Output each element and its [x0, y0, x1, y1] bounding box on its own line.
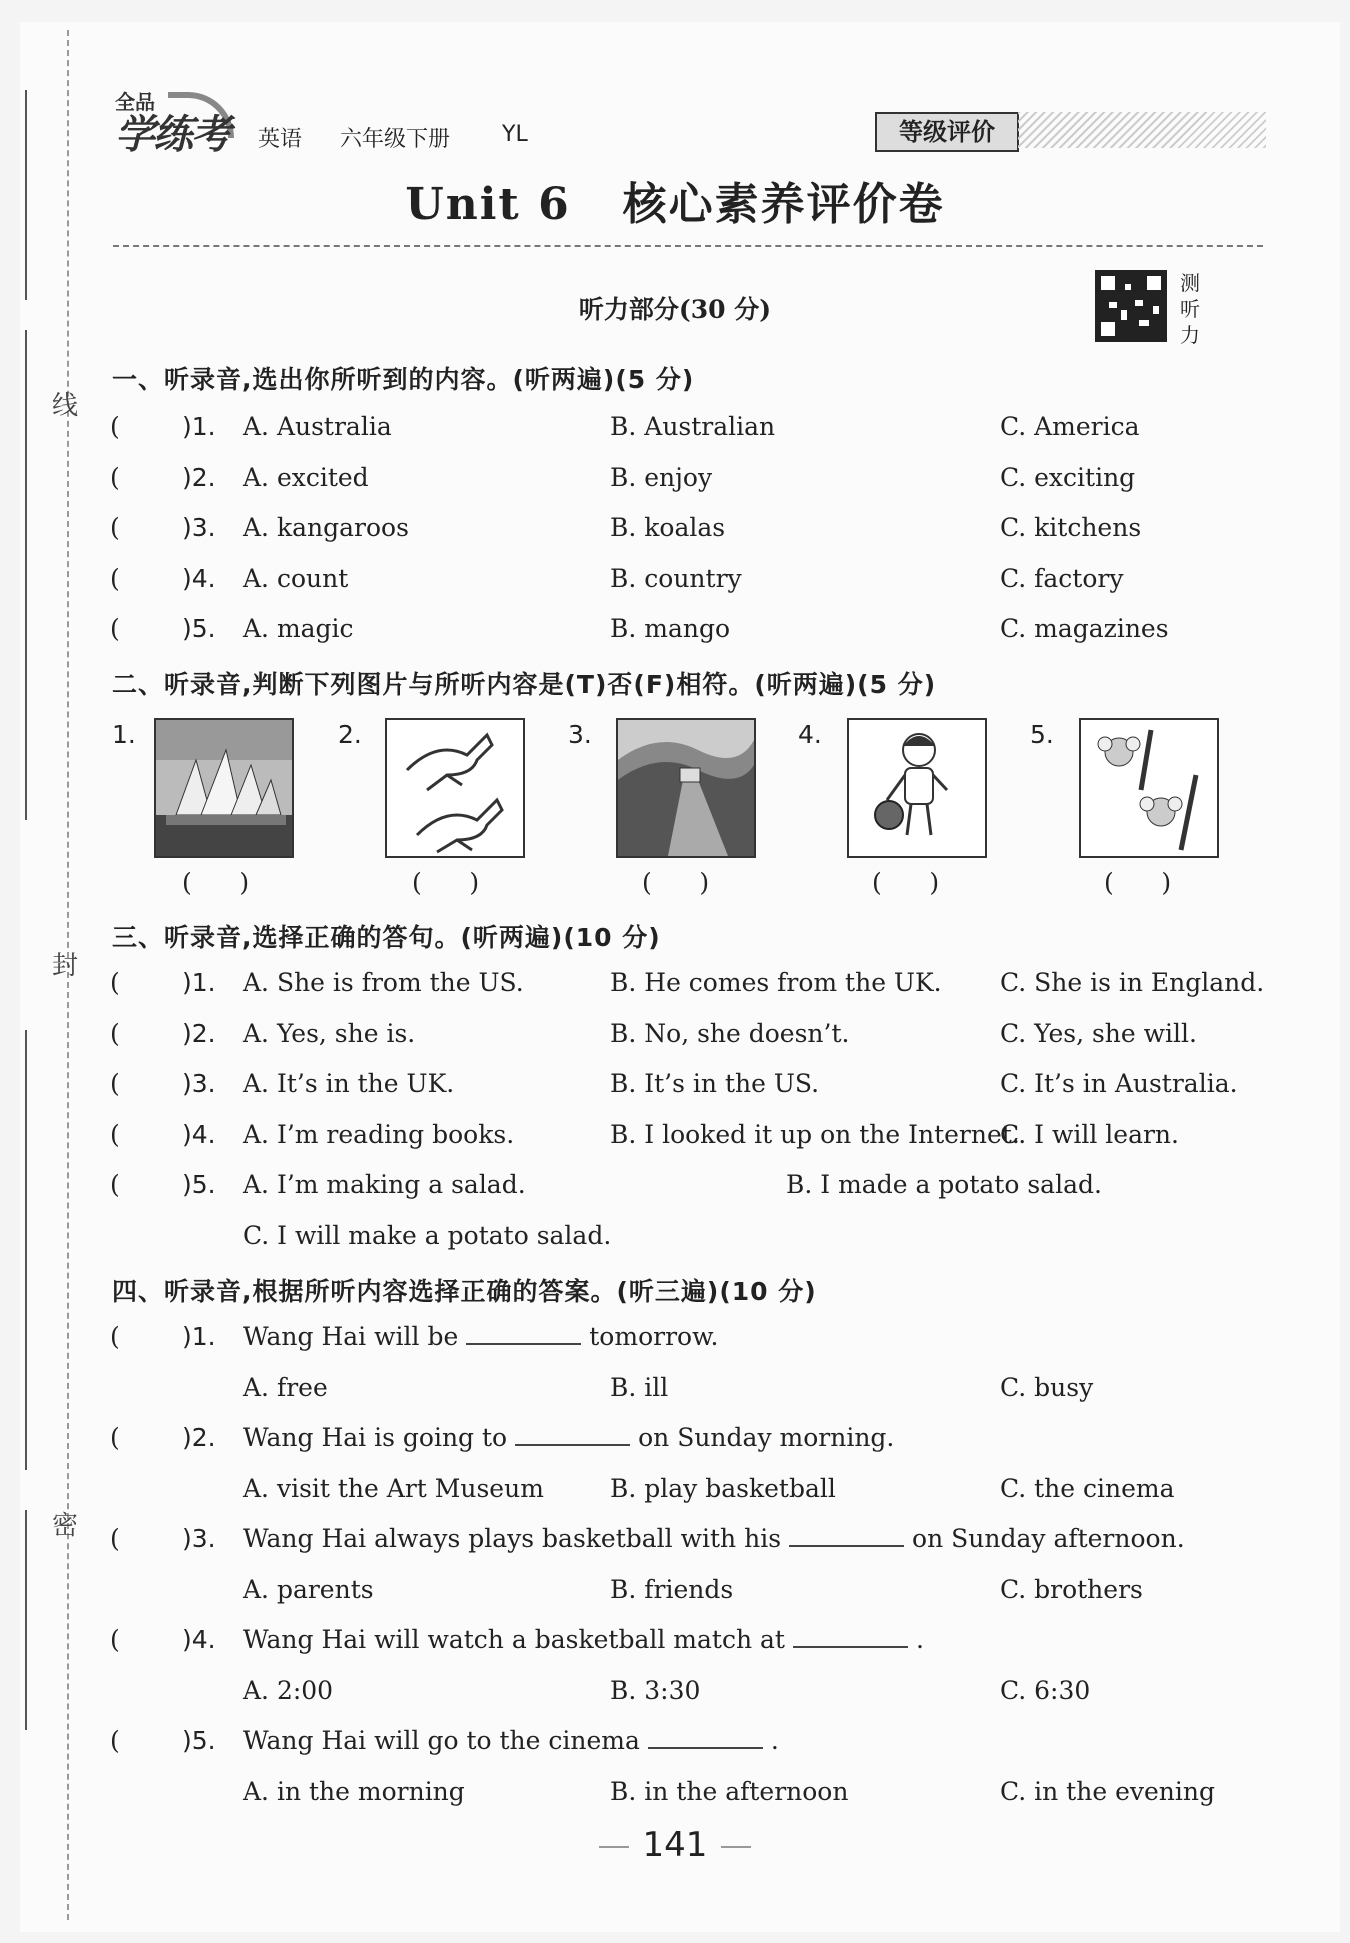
option-a[interactable]: A. visit the Art Museum — [243, 1473, 544, 1503]
option-a[interactable]: A. Yes, she is. — [243, 1018, 416, 1048]
picture-number: 5. — [1030, 720, 1054, 749]
stem-after: . — [770, 1726, 779, 1755]
option-b[interactable]: B. Australian — [610, 412, 776, 441]
answer-paren[interactable]: ( — [110, 1423, 120, 1452]
option-b[interactable]: B. It’s in the US. — [610, 1069, 820, 1098]
option-b[interactable]: B. country — [610, 563, 742, 593]
stem-after: tomorrow. — [589, 1322, 719, 1351]
question-stem — [243, 1726, 779, 1755]
listening-section-title: 听力部分(30 分) — [578, 295, 772, 324]
title-divider — [113, 245, 1263, 247]
stem-before: Wang Hai always plays basketball with his — [243, 1524, 782, 1553]
edition-label: YL — [502, 122, 528, 147]
fill-blank[interactable] — [789, 1545, 904, 1547]
picture-number: 2. — [338, 720, 362, 749]
question-number: )4. — [182, 563, 216, 593]
question-number: )5. — [182, 1726, 216, 1755]
question-row — [0, 412, 1350, 452]
option-c[interactable]: C. Yes, she will. — [1000, 1018, 1197, 1048]
option-a[interactable]: A. Australia — [243, 412, 392, 441]
great-wall-icon — [616, 718, 756, 858]
qr-caption — [1180, 270, 1206, 348]
answer-paren[interactable]: ( — [110, 1322, 120, 1351]
question-number: )1. — [182, 412, 216, 441]
fill-blank[interactable] — [793, 1646, 908, 1648]
question-number: )4. — [182, 1625, 216, 1654]
option-b[interactable]: B. No, she doesn’t. — [610, 1018, 850, 1048]
option-b[interactable]: B. play basketball — [610, 1473, 836, 1503]
stem-after: on Sunday afternoon. — [912, 1524, 1185, 1553]
question-number: )3. — [182, 513, 216, 542]
question-row — [0, 1170, 1350, 1210]
grade-book-label: 六年级下册 — [340, 127, 451, 152]
question-row — [0, 513, 1350, 553]
part1-heading: 一、听录音,选出你所听到的内容。(听两遍)(5 分) — [112, 365, 695, 394]
question-number: )2. — [182, 462, 216, 492]
qr-caption-char: 力 — [1180, 323, 1200, 347]
question-row — [0, 1069, 1350, 1109]
margin-mark-seal: 封 — [52, 951, 79, 981]
picture-number: 4. — [798, 720, 822, 749]
question-stem — [243, 1625, 924, 1654]
option-b[interactable]: B. in the afternoon — [610, 1776, 849, 1806]
option-b[interactable]: B. 3:30 — [610, 1675, 701, 1705]
option-c[interactable]: C. exciting — [1000, 462, 1136, 492]
option-c[interactable]: C. the cinema — [1000, 1473, 1175, 1503]
option-b[interactable]: B. koalas — [610, 513, 726, 542]
question-row — [0, 463, 1350, 503]
answer-paren[interactable]: ( — [110, 412, 120, 441]
picture-number: 1. — [112, 720, 136, 749]
question-number: )1. — [182, 1322, 216, 1351]
subject-label: 英语 — [258, 127, 303, 152]
option-b[interactable]: B. ill — [610, 1372, 669, 1402]
question-number: )3. — [182, 1524, 216, 1553]
margin-mark-secret: 密 — [52, 1511, 79, 1541]
answer-blank[interactable]: ( ) — [412, 868, 480, 897]
question-stem — [243, 1423, 894, 1452]
question-number: )1. — [182, 968, 216, 997]
options-row — [0, 1676, 1350, 1716]
answer-paren[interactable]: ( — [110, 513, 120, 542]
qr-code-icon — [1095, 270, 1167, 342]
option-c[interactable]: C. She is in England. — [1000, 968, 1265, 997]
question-row — [0, 1019, 1350, 1059]
option-a[interactable]: A. kangaroos — [243, 513, 409, 542]
answer-paren[interactable]: ( — [110, 1018, 120, 1048]
fill-blank[interactable] — [515, 1444, 630, 1446]
question-row — [0, 564, 1350, 604]
answer-paren[interactable]: ( — [110, 1069, 120, 1098]
grade-badge: 等级评价 — [875, 112, 1019, 152]
option-a[interactable]: A. free — [243, 1372, 328, 1402]
stem-after: . — [915, 1625, 924, 1654]
question-number: )2. — [182, 1018, 216, 1048]
option-a[interactable]: A. magic — [243, 614, 354, 643]
fill-blank[interactable] — [648, 1747, 763, 1749]
option-b[interactable]: B. He comes from the UK. — [610, 968, 942, 997]
fill-blank[interactable] — [466, 1343, 581, 1345]
question-number: )4. — [182, 1119, 216, 1149]
option-b[interactable]: B. I made a potato salad. — [786, 1170, 1102, 1199]
option-c[interactable]: C. in the evening — [1000, 1776, 1215, 1806]
option-c[interactable]: C. It’s in Australia. — [1000, 1069, 1238, 1098]
option-a[interactable]: A. I’m making a salad. — [243, 1170, 526, 1199]
option-a[interactable]: A. count — [243, 563, 349, 593]
question-stem — [243, 1524, 1185, 1553]
question-number: )5. — [182, 1170, 216, 1199]
question-row — [0, 614, 1350, 654]
question-row — [0, 1423, 1350, 1463]
options-row — [0, 1575, 1350, 1615]
publisher-logo — [115, 92, 229, 158]
stem-after: on Sunday morning. — [638, 1423, 895, 1452]
option-b[interactable]: B. enjoy — [610, 462, 713, 492]
answer-paren[interactable]: ( — [110, 1170, 120, 1199]
option-c[interactable]: C. I will make a potato salad. — [243, 1220, 612, 1250]
question-row — [0, 1120, 1350, 1160]
option-c[interactable]: C. 6:30 — [1000, 1675, 1091, 1705]
question-row — [0, 1322, 1350, 1362]
page-number — [0, 1825, 1350, 1865]
picture-number: 3. — [568, 720, 592, 749]
option-c[interactable]: C. magazines — [1000, 614, 1169, 643]
qr-caption-char: 听 — [1180, 297, 1200, 321]
logo-main-text: 学练考 — [115, 112, 229, 158]
answer-paren[interactable]: ( — [110, 563, 120, 593]
option-b[interactable]: B. friends — [610, 1574, 734, 1604]
question-number: )2. — [182, 1423, 216, 1452]
answer-blank[interactable]: ( ) — [1104, 868, 1172, 897]
answer-blank[interactable]: ( ) — [642, 868, 710, 897]
question-number: )3. — [182, 1069, 216, 1098]
question-stem — [243, 1322, 718, 1351]
option-c[interactable]: C. America — [1000, 412, 1140, 441]
page-title: Unit 6 核心素养评价卷 — [405, 179, 945, 230]
part4-heading: 四、听录音,根据所听内容选择正确的答案。(听三遍)(10 分) — [112, 1277, 817, 1306]
margin-mark-line: 线 — [52, 391, 79, 421]
options-row — [0, 1373, 1350, 1413]
koalas-icon — [1079, 718, 1219, 858]
question-number: )5. — [182, 614, 216, 643]
option-c[interactable]: C. busy — [1000, 1372, 1094, 1402]
page-number-dash — [721, 1846, 751, 1848]
question-row — [0, 1625, 1350, 1665]
option-c[interactable]: C. kitchens — [1000, 513, 1142, 542]
stem-before: Wang Hai will be — [243, 1322, 459, 1351]
options-row — [0, 1777, 1350, 1817]
stem-before: Wang Hai is going to — [243, 1423, 508, 1452]
option-a[interactable]: A. It’s in the UK. — [243, 1069, 455, 1098]
option-b[interactable]: B. I looked it up on the Internet. — [610, 1119, 1020, 1149]
logo-top-text: 全品 — [115, 90, 155, 114]
option-a[interactable]: A. excited — [243, 462, 369, 492]
answer-blank[interactable]: ( ) — [872, 868, 940, 897]
answer-paren[interactable]: ( — [110, 1524, 120, 1553]
question-row — [0, 968, 1350, 1008]
stem-before: Wang Hai will watch a basketball match at — [243, 1625, 785, 1654]
option-a[interactable]: A. I’m reading books. — [243, 1119, 515, 1149]
answer-paren[interactable]: ( — [110, 1625, 120, 1654]
answer-paren[interactable]: ( — [110, 968, 120, 997]
part2-heading: 二、听录音,判断下列图片与所听内容是(T)否(F)相符。(听两遍)(5 分) — [112, 670, 937, 699]
option-c[interactable]: C. factory — [1000, 563, 1124, 593]
header-hatch-decoration — [1018, 112, 1266, 148]
question-row-continued — [0, 1221, 1350, 1261]
answer-paren[interactable]: ( — [110, 462, 120, 492]
part3-heading: 三、听录音,选择正确的答句。(听两遍)(10 分) — [112, 923, 661, 952]
sydney-opera-house-icon — [154, 718, 294, 858]
question-row — [0, 1726, 1350, 1766]
page-number-text: 141 — [642, 1825, 708, 1865]
answer-paren[interactable]: ( — [110, 1119, 120, 1149]
boy-basketball-icon — [847, 718, 987, 858]
qr-caption-char: 测 — [1180, 271, 1200, 295]
kangaroos-icon — [385, 718, 525, 858]
option-b[interactable]: B. mango — [610, 614, 731, 643]
question-row — [0, 1524, 1350, 1564]
options-row — [0, 1474, 1350, 1514]
option-a[interactable]: A. in the morning — [243, 1776, 465, 1806]
option-c[interactable]: C. brothers — [1000, 1574, 1143, 1604]
option-a[interactable]: A. She is from the US. — [243, 968, 524, 997]
answer-paren[interactable]: ( — [110, 614, 120, 643]
answer-blank[interactable]: ( ) — [182, 868, 250, 897]
option-c[interactable]: C. I will learn. — [1000, 1119, 1179, 1149]
stem-before: Wang Hai will go to the cinema — [243, 1726, 640, 1755]
page-number-dash — [599, 1846, 629, 1848]
option-a[interactable]: A. parents — [243, 1574, 374, 1604]
answer-paren[interactable]: ( — [110, 1726, 120, 1755]
option-a[interactable]: A. 2:00 — [243, 1675, 334, 1705]
